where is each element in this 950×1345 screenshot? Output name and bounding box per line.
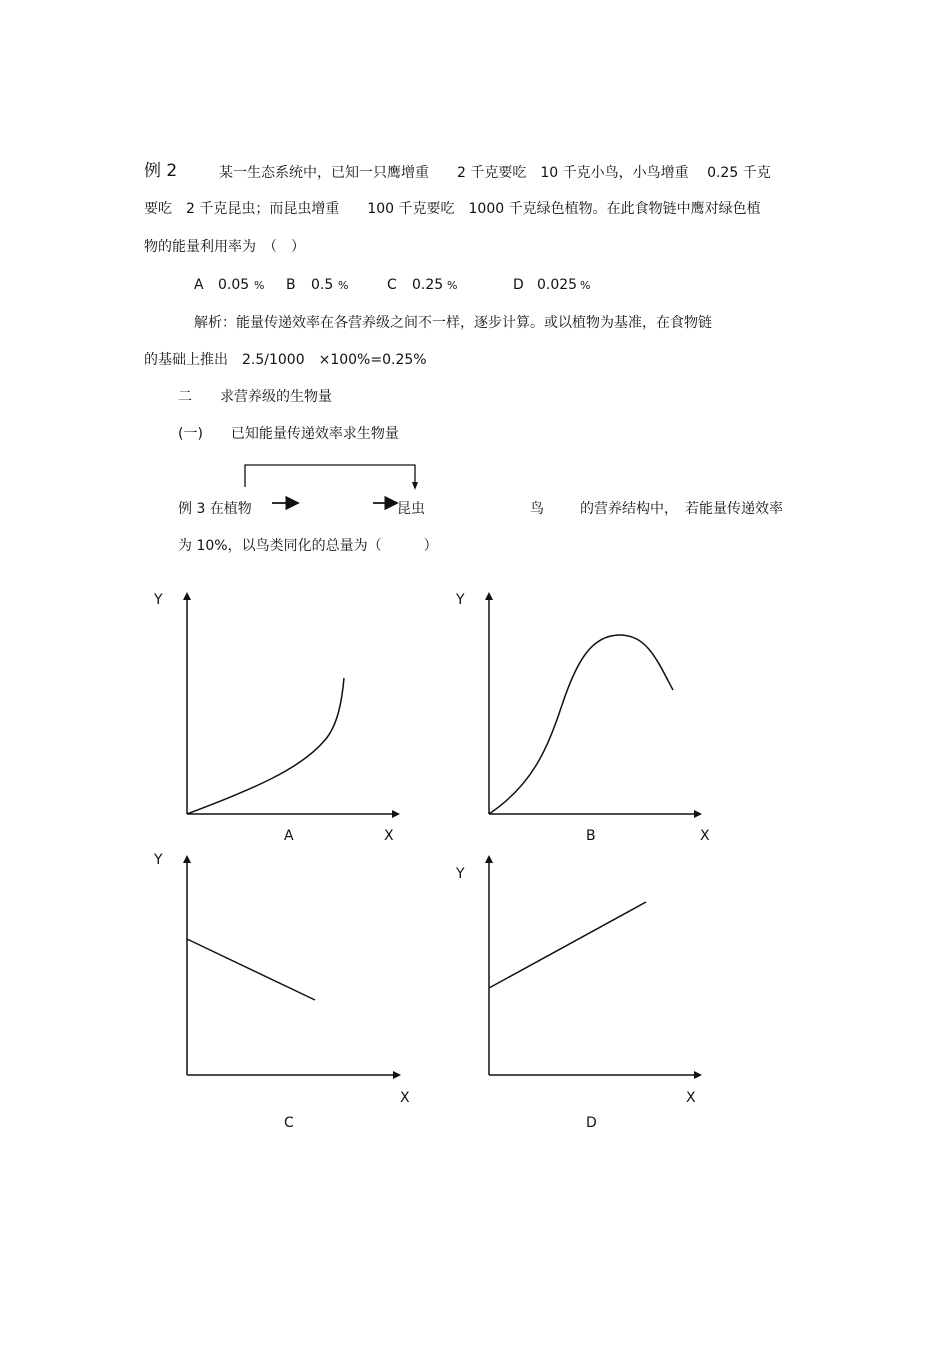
option-a-key: A (194, 277, 204, 293)
graph-d-line (489, 902, 646, 988)
graph-b-x-label: X (700, 828, 710, 844)
option-d-unit: % (580, 279, 591, 292)
graph-d-y-label: Y (456, 866, 465, 882)
example2-line3: 物的能量利用率为 （ ） (144, 239, 305, 255)
option-a-value: 0.05 (218, 277, 250, 293)
example3-rest: 的营养结构中， 若能量传递效率 (580, 501, 783, 517)
example2-label: 例 2 (144, 161, 178, 181)
option-c-unit: % (447, 279, 458, 292)
graph-a-y-label: Y (154, 592, 163, 608)
graph-a (150, 590, 410, 850)
feedback-bracket-arrow (245, 465, 415, 488)
graph-d-x-arrowhead (694, 1071, 702, 1079)
analysis-line1: 解析：能量传递效率在各营养级之间不一样，逐步计算。或以植物为基准，在食物链 (194, 315, 712, 331)
graph-c-y-arrowhead (183, 855, 191, 863)
graph-b (452, 590, 712, 850)
graph-b-y-arrowhead (485, 592, 493, 600)
graph-c-x-arrowhead (393, 1071, 401, 1079)
graph-c (150, 850, 410, 1150)
section2-title: 二 求营养级的生物量 (178, 389, 332, 405)
analysis-line2: 的基础上推出 2.5/1000 ×100%=0.25% (144, 352, 427, 368)
graph-c-line (187, 939, 315, 1000)
option-c-value: 0.25 (412, 277, 444, 293)
graph-c-y-label: Y (154, 852, 163, 868)
graph-a-x-arrowhead (392, 810, 400, 818)
graph-b-letter: B (586, 828, 596, 844)
section2-sub1: (一) 已知能量传递效率求生物量 (178, 426, 399, 442)
down-arrowhead (412, 482, 418, 490)
example3-insect: 昆虫 (397, 501, 425, 517)
option-c-key: C (387, 277, 397, 293)
option-b-key: B (286, 277, 296, 293)
option-b-unit: % (338, 279, 349, 292)
graph-b-x-arrowhead (694, 810, 702, 818)
graph-d-letter: D (586, 1115, 597, 1131)
graph-c-x-label: X (400, 1090, 410, 1106)
graph-b-y-label: Y (456, 592, 465, 608)
option-b-value: 0.5 (311, 277, 334, 293)
graph-a-letter: A (284, 828, 294, 844)
graph-b-curve (489, 635, 673, 814)
graph-c-letter: C (284, 1115, 294, 1131)
graph-d-x-label: X (686, 1090, 696, 1106)
option-d-value: 0.025 (537, 277, 578, 293)
graph-d (452, 850, 712, 1150)
example2-line2: 要吃 2 千克昆虫；而昆虫增重 100 千克要吃 1000 千克绿色植物。在此食物链中鹰对绿色植 (144, 201, 761, 217)
graph-d-y-arrowhead (485, 855, 493, 863)
example3-line2: 为 10%，以鸟类同化的总量为（ ） (178, 538, 438, 554)
example3-bird: 鸟 (530, 501, 544, 517)
graph-a-curve (187, 678, 344, 814)
example2-line1: 某一生态系统中，已知一只鹰增重 2 千克要吃 10 千克小鸟，小鸟增重 0.25 千克 (219, 165, 771, 181)
graph-a-y-arrowhead (183, 592, 191, 600)
graph-a-x-label: X (384, 828, 394, 844)
example3-label: 例 3 在植物 (178, 501, 252, 517)
food-chain-arrows (0, 0, 950, 560)
option-a-unit: % (254, 279, 265, 292)
option-d-key: D (513, 277, 524, 293)
